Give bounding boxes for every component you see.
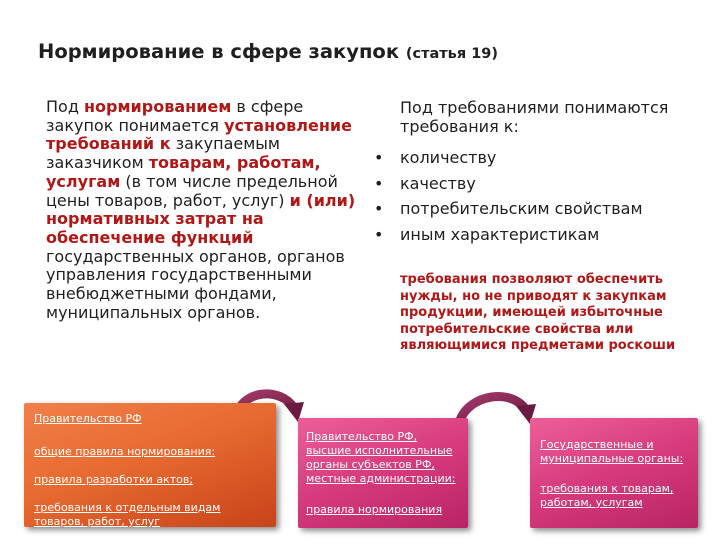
definition-highlight: и (или) нормативных затрат на обеспечение функций: [46, 190, 356, 247]
title-article: (статья 19): [405, 46, 499, 62]
box-item-link[interactable]: правила нормирования: [306, 503, 443, 516]
box-heading-link[interactable]: Правительство РФ, высшие исполнительные органы субъектов РФ, местные администрации:: [306, 430, 456, 485]
definition-highlight: установление требований к: [46, 115, 352, 154]
curved-arrow-icon: [460, 397, 536, 424]
definition-text: закупаемым заказчиком: [46, 134, 280, 173]
government-box: [24, 403, 276, 527]
definition-text: в сфере закупок понимается: [46, 97, 304, 135]
list-item: • потребительским свойствам: [372, 196, 702, 222]
definition-text: (в том числе предельной цены товаров, работ, услуг): [46, 171, 338, 210]
box-item-link[interactable]: общие правила нормирования:: [34, 445, 216, 458]
box-heading-link[interactable]: Правительство РФ: [34, 412, 142, 425]
box-item-link[interactable]: требования к отдельным видам товаров, работ, услуг: [34, 501, 221, 528]
definition-term: нормированием: [83, 97, 232, 116]
slide-title: [38, 40, 498, 63]
box-item-link[interactable]: требования к товарам, работам, услугам: [540, 482, 674, 509]
requirements-intro: Под требованиями понимаются требования к:: [400, 98, 669, 136]
list-item: • иным характеристикам: [372, 222, 702, 248]
requirements-list: [372, 145, 702, 247]
box-heading-link[interactable]: Государственные и муниципальные органы:: [540, 438, 684, 465]
definition-paragraph: [46, 98, 364, 322]
definition-text: Под: [46, 97, 84, 116]
municipal-bodies-box: [530, 418, 698, 528]
definition-text: государственных органов, органов управления государственными внебюджетными фондами, муниципальных органов.: [46, 246, 345, 322]
title-main: Нормирование в сфере закупок: [38, 40, 400, 63]
definition-highlight: товарам, работам, услугам: [46, 153, 321, 191]
box-item-link[interactable]: правила разработки актов;: [34, 473, 194, 486]
regional-authorities-box: [298, 418, 468, 528]
list-item: • качеству: [372, 171, 702, 197]
luxury-note: требования позволяют обеспечить нужды, но не приводят к закупкам продукции, имеющей избыточные потребительские свойства или являющимися предметами роскоши: [400, 272, 676, 353]
list-item: • количеству: [372, 145, 702, 171]
